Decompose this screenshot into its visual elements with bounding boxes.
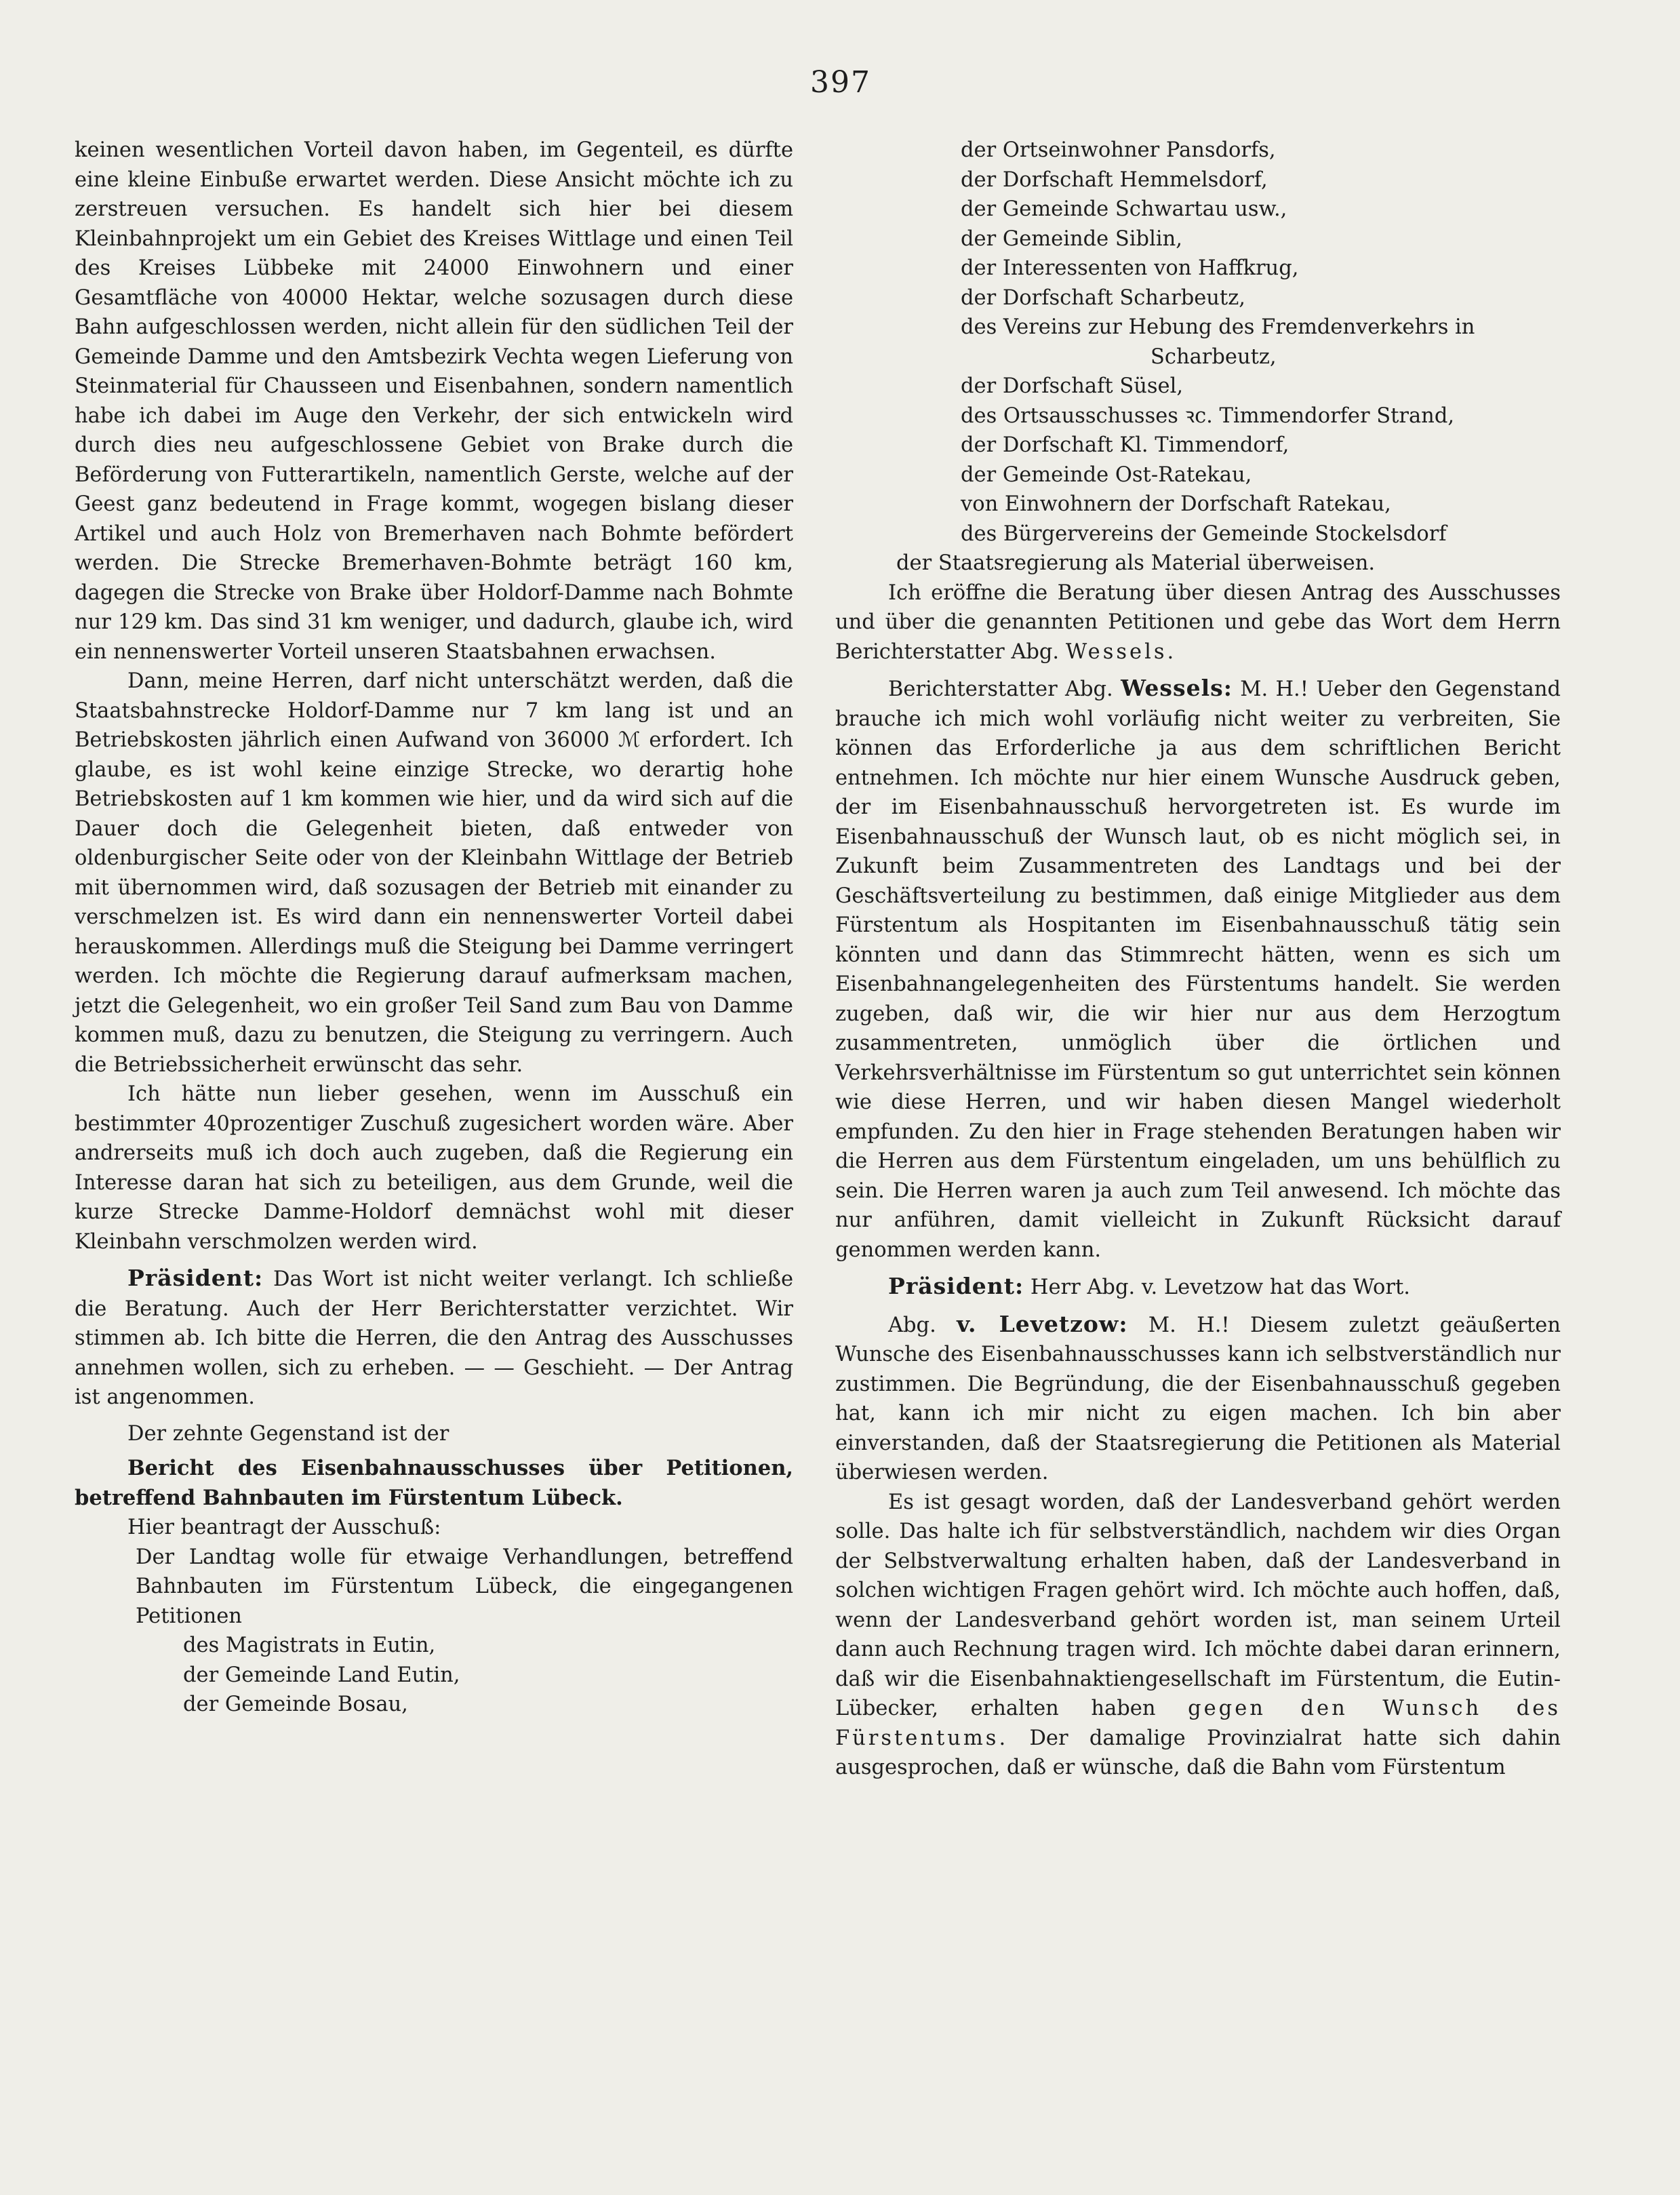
motion-text: Der Landtag wolle für etwaige Verhandlungen, betreffend Bahnbauten im Fürstentum Lübeck, die eingegangenen Petitionen — [136, 1545, 793, 1628]
speech-text: Herr Abg. v. Levetzow hat das Wort. — [1030, 1276, 1410, 1299]
list-item: der Gemeinde Schwartau usw., — [961, 197, 1287, 221]
list-item: der Ortseinwohner Pansdorfs, — [961, 138, 1276, 162]
right-paragraph-3 — [835, 673, 1561, 1265]
speaker-prefix: Berichterstatter Abg. — [888, 677, 1113, 701]
list-item: der Gemeinde Bosau, — [183, 1693, 408, 1716]
list-item: des Ortsausschusses ꝛc. Timmendorfer Strand, — [961, 403, 1455, 428]
left-paragraph-7: Hier beantragt der Ausschuß: — [127, 1516, 441, 1539]
speaker-name: Wessels. — [1065, 639, 1177, 664]
speaker-prefix: Abg. — [888, 1313, 936, 1337]
list-item: der Interessenten von Haffkrug, — [961, 256, 1299, 280]
page-number: 397 — [810, 65, 871, 100]
speech-text: M. H.! Ueber den Gegenstand brauche ich mich wohl vorläufig nicht weiter zu verbreiten, Sie können das Erforderliche ja aus dem schriftlichen Bericht entnehmen. Ich möchte nur hier einem Wunsche Ausdruck geben, der im Eisenbahnausschuß hervorgetreten ist. Es wurde im Eisenbahnausschuß der Wunsch laut, ob es nicht möglich sei, in Zukunft beim Zusammentreten des Landtags und bei der Geschäftsverteilung zu bestimmen, daß einige Mitglieder aus dem Fürstentum als Hospitanten im Eisenbahnausschuß tätig sein könnten und dann das Stimmrecht hätten, wenn es sich um Eisenbahnangelegenheiten des Fürstentums handelt. Sie werden zugeben, daß wir, die wir hier nur aus dem Herzogtum zusammentreten, unmöglich über die örtlichen und Verkehrsverhältnisse im Fürstentum so gut unterrichtet sein können wie diese Herren, und wir haben diesen Mangel wiederholt empfunden. Zu den hier in Frage stehenden Beratungen haben wir die Herren aus dem Fürstentum eingeladen, um uns behülflich zu sein. Die Herren waren ja auch zum Teil anwesend. Ich möchte das nur anführen, damit vielleicht in Zukunft Rücksicht darauf genommen werden kann. — [835, 677, 1561, 1262]
speaker-wessels: Wessels: — [1121, 675, 1233, 701]
right-paragraph-6 — [835, 1488, 1561, 1783]
list-item: von Einwohnern der Dorfschaft Ratekau, — [961, 492, 1391, 516]
list-item: des Vereins zur Hebung des Fremdenverkehrs in — [961, 315, 1475, 339]
left-column — [75, 136, 793, 1720]
speech-text: Ich eröffne die Beratung über diesen Antrag des Ausschusses und über die genannten Petitionen und gebe das Wort dem Herrn Berichterstatter Abg. — [835, 580, 1561, 664]
left-paragraph-5: Der zehnte Gegenstand ist der — [127, 1421, 449, 1446]
speaker-praesident: Präsident: — [127, 1265, 264, 1291]
list-item: der Gemeinde Land Eutin, — [183, 1663, 460, 1687]
list-item: der Gemeinde Ost-Ratekau, — [961, 462, 1252, 487]
right-column — [835, 136, 1561, 1783]
speech-text: Es ist gesagt worden, daß der Landesverband gehört werden solle. Das halte ich für selbstverständlich, nachdem wir dies Organ der Selbstverwaltung erhalten haben, daß der Landesverband in solchen wichtigen Fragen gehört wird. Ich möchte auch hoffen, daß, wenn der Landesverband gehört worden ist, man seinem Urteil dann auch Rechnung tragen wird. Ich möchte dabei daran erinnern, daß wir die Eisenbahnaktiengesellschaft im Fürstentum, die Eutin-Lübecker, erhalten haben — [835, 1490, 1561, 1720]
emphasis-text: gegen den Wunsch des Fürstentums. — [835, 1697, 1561, 1750]
list-item: des Magistrats in Eutin, — [183, 1634, 436, 1657]
list-item: der Dorfschaft Süsel, — [961, 374, 1184, 398]
left-paragraph-2: Dann, meine Herren, darf nicht unterschätzt werden, daß die Staatsbahnstrecke Holdorf-Damme nur 7 km lang ist und an Betriebskosten jährlich einen Aufwand von 36000 ℳ erfordert. Ich glaube, es ist wohl keine einzige Strecke, wo derartig hohe Betriebskosten auf 1 km kommen wie hier, und da wird sich auf die Dauer doch die Gelegenheit bieten, daß entweder von oldenburgischer Seite oder von der Kleinbahn Wittlage der Betrieb mit übernommen wird, daß sozusagen der Betrieb mit einander zu verschmelzen ist. Es wird dann ein nennenswerter Vorteil dabei herauskommen. Allerdings muß die Steigung bei Damme verringert werden. Ich möchte die Regierung darauf aufmerksam machen, jetzt die Gelegenheit, wo ein großer Teil Sand zum Bau von Damme kommen muß, dazu zu benutzen, die Steigung zu verringern. Auch die Betriebssicherheit erwünscht das sehr. — [75, 669, 793, 1077]
left-paragraph-3: Ich hätte nun lieber gesehen, wenn im Ausschuß ein bestimmter 40prozentiger Zuschuß zugesichert worden wäre. Aber andrerseits muß ich doch auch zugeben, daß die Regierung ein Interesse daran hat sich zu beteiligen, aus dem Grunde, weil die kurze Strecke Damme-Holdorf demnächst wohl mit dieser Kleinbahn verschmolzen werden wird. — [75, 1082, 793, 1254]
left-paragraph-1: keinen wesentlichen Vorteil davon haben, im Gegenteil, es dürfte eine kleine Einbuße erwartet werden. Diese Ansicht möchte ich zu zerstreuen versuchen. Es handelt sich hier bei diesem Kleinbahnprojekt um ein Gebiet des Kreises Wittlage und einen Teil des Kreises Lübbeke mit 24000 Einwohnern und einer Gesamtfläche von 40000 Hektar, welche sozusagen durch diese Bahn aufgeschlossen werden, nicht allein für den südlichen Teil der Gemeinde Damme und den Amtsbezirk Vechta wegen Lieferung von Steinmaterial für Chausseen und Eisenbahnen, sondern namentlich habe ich dabei im Auge den Verkehr, der sich entwickeln wird durch dies neu aufgeschlossene Gebiet von Brake durch die Beförderung von Futterartikeln, namentlich Gerste, welche auf der Geest ganz bedeutend in Frage kommt, wogegen bislang dieser Artikel und auch Holz von Bremerhaven nach Bohmte befördert werden. Die Strecke Bremerhaven-Bohmte beträgt 160 km, dagegen die Strecke von Brake über Holdorf-Damme nach Bohmte nur 129 km. Das sind 31 km weniger, und dadurch, glaube ich, wird ein nennenswerter Vorteil unseren Staatsbahnen erwachsen. — [75, 138, 793, 664]
list-item: des Bürgervereins der Gemeinde Stockelsdorf — [961, 521, 1447, 546]
agenda-heading: Bericht des Eisenbahnausschusses über Petitionen, betreffend Bahnbauten im Fürstentum Lübeck. — [75, 1456, 793, 1510]
list-item-continuation: Scharbeutz, — [1151, 344, 1277, 369]
speech-text: M. H.! Diesem zuletzt geäußerten Wunsche des Eisenbahnausschusses kann ich selbstverständlich nur zustimmen. Die Begründung, die der Eisenbahnausschuß gegeben hat, kann ich mir nicht zu eigen machen. Ich bin aber einverstanden, daß der Staatsregierung die Petitionen als Material überwiesen werden. — [835, 1313, 1561, 1484]
speech-text: Das Wort ist nicht weiter verlangt. Ich schließe die Beratung. Auch der Herr Berichterstatter verzichtet. Wir stimmen ab. Ich bitte die Herren, die den Antrag des Ausschusses annehmen wollen, sich zu erheben. — — Geschieht. — Der Antrag ist angenommen. — [75, 1267, 793, 1409]
list-item: der Gemeinde Siblin, — [961, 226, 1182, 251]
list-item: der Dorfschaft Kl. Timmendorf, — [961, 433, 1289, 457]
speaker-praesident: Präsident: — [888, 1273, 1024, 1299]
right-paragraph-4 — [835, 1271, 1561, 1303]
right-paragraph-2 — [835, 578, 1561, 667]
list-item: der Dorfschaft Hemmelsdorf, — [961, 167, 1268, 192]
speaker-levetzow: v. Levetzow: — [957, 1310, 1128, 1337]
motion-conclusion: der Staatsregierung als Material überweisen. — [896, 551, 1376, 575]
petition-list-right — [835, 136, 1561, 549]
speech-text: Der damalige Provinzialrat hatte sich dahin ausgesprochen, daß er wünsche, daß die Bahn vom Fürstentum — [835, 1726, 1561, 1779]
left-paragraph-4 — [75, 1263, 793, 1412]
list-item: der Dorfschaft Scharbeutz, — [961, 285, 1245, 310]
petition-list-left — [75, 1631, 793, 1720]
right-paragraph-5 — [835, 1309, 1561, 1488]
